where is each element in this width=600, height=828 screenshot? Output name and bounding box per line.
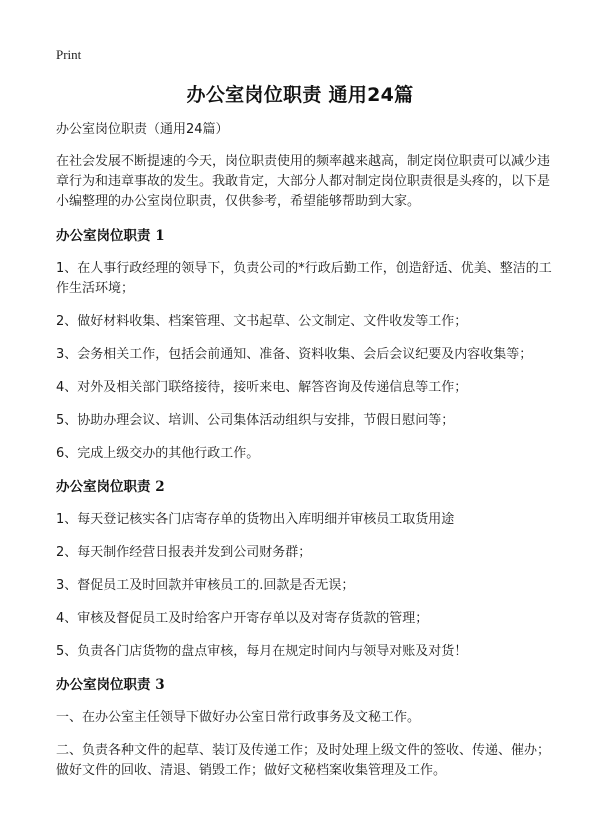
- list-item: 3、会务相关工作，包括会前通知、准备、资料收集、会后会议纪要及内容收集等；: [56, 347, 533, 362]
- section-2: [56, 477, 552, 662]
- section-heading: 办公室岗位职责 1: [56, 228, 165, 244]
- document-body: [56, 120, 552, 794]
- list-item: 4、对外及相关部门联络接待，接听来电、解答咨询及传递信息等工作；: [56, 380, 468, 395]
- intro-paragraph: 在社会发展不断提速的今天，岗位职责使用的频率越来越高，制定岗位职责可以减少违章行为和违章事故的发生。我敢肯定，大部分人都对制定岗位职责很是头疼的，以下是小编整理的办公室岗位职责，仅供参考，希望能够帮助到大家。: [56, 154, 551, 209]
- print-label: Print: [56, 47, 82, 62]
- list-item: 5、负责各门店货物的盘点审核，每月在规定时间内与领导对账及对货！: [56, 644, 468, 659]
- page-title: 办公室岗位职责 通用24篇: [186, 84, 414, 106]
- list-item: 1、每天登记核实各门店寄存单的货物出入库明细并审核员工取货用途: [56, 512, 455, 527]
- list-item: 二、负责各种文件的起草、装订及传递工作；及时处理上级文件的签收、传递、催办；做好文件的回收、清退、销毁工作；做好文秘档案收集管理及工作。: [56, 743, 551, 778]
- list-item: 5、协助办理会议、培训、公司集体活动组织与安排，节假日慰问等；: [56, 413, 455, 428]
- document-subtitle: 办公室岗位职责（通用24篇）: [56, 122, 229, 137]
- section-1: [56, 226, 552, 464]
- list-item: 4、审核及督促员工及时给客户开寄存单以及对寄存货款的管理；: [56, 611, 429, 626]
- list-item: 2、做好材料收集、档案管理、文书起草、公文制定、文件收发等工作；: [56, 314, 468, 329]
- list-item: 2、每天制作经营日报表并发到公司财务群；: [56, 545, 312, 560]
- section-heading: 办公室岗位职责 2: [56, 479, 165, 495]
- list-item: 6、完成上级交办的其他行政工作。: [56, 446, 260, 461]
- list-item: 1、在人事行政经理的领导下，负责公司的*行政后勤工作，创造舒适、优美、整洁的工作生活环境；: [56, 261, 552, 296]
- section-heading: 办公室岗位职责 3: [56, 677, 165, 693]
- list-item: 3、督促员工及时回款并审核员工的.回款是否无误；: [56, 578, 355, 593]
- section-3: [56, 675, 552, 781]
- list-item: 一、在办公室主任领导下做好办公室日常行政事务及文秘工作。: [56, 710, 421, 725]
